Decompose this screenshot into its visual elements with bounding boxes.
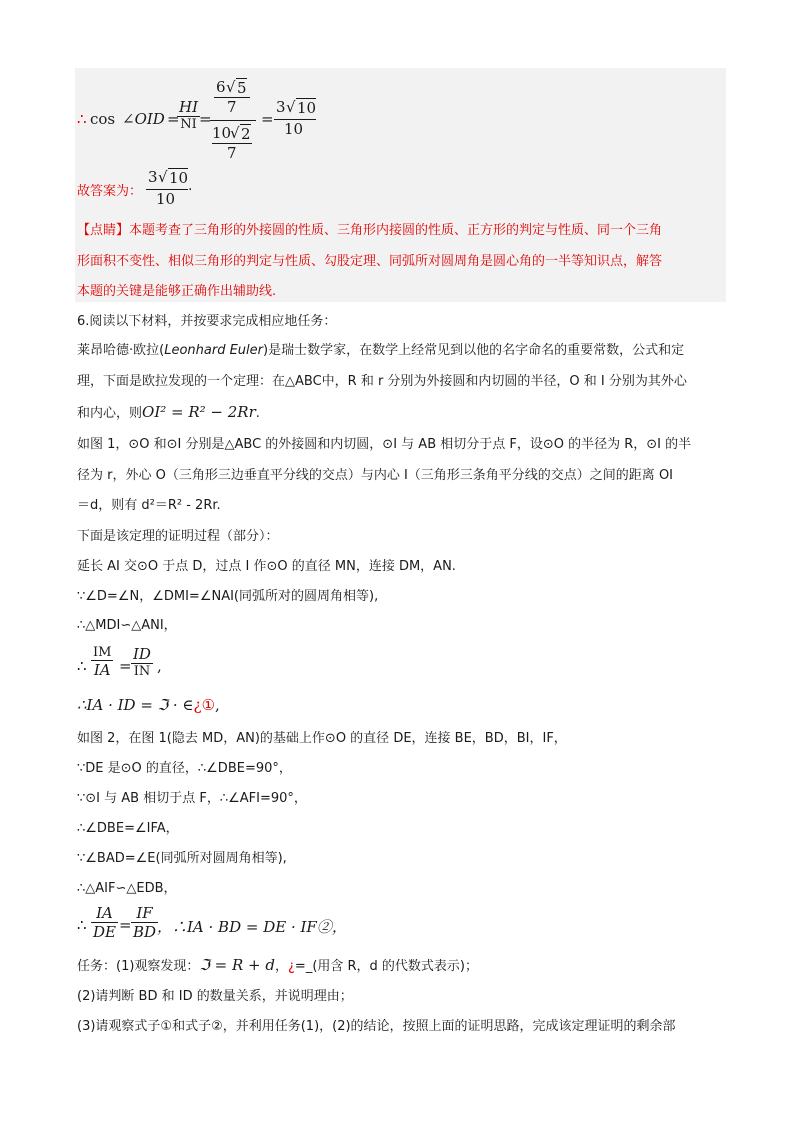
- sqrt-icon: √: [286, 98, 296, 116]
- comment-line-2: 形面积不变性、相似三角形的判定与性质、勾股定理、同弧所对圆周角是圆心角的一半等知识点，解答: [77, 254, 663, 269]
- fraction-numerator: IF: [136, 904, 153, 922]
- sqrt-icon: √: [226, 78, 236, 96]
- fraction-if-bd: [131, 904, 158, 941]
- figure2-line-2: ∵DE 是⊙O 的直径，∴∠DBE=90°，: [77, 761, 292, 776]
- fraction-denominator: NI: [177, 116, 200, 132]
- equals-1: =: [167, 110, 180, 128]
- comma: ，: [275, 959, 289, 974]
- main-bar: [210, 120, 256, 121]
- task-3: (3)请观察式子①和式子②，并利用任务(1)，(2)的结论，按照上面的证明思路，完成该定理证明的剩余部: [77, 1019, 676, 1034]
- task-1-blank: =_(用含 R，d 的代数式表示)；: [294, 959, 479, 974]
- numerator-radicand: 5: [237, 79, 247, 97]
- numerator-denominator: 7: [227, 98, 237, 116]
- euler-line-1: [77, 342, 684, 360]
- task-2: (2)请判断 BD 和 ID 的数量关系，并说明理由；: [77, 989, 353, 1004]
- cos-text: cos: [90, 110, 116, 128]
- euler-formula: OI² = R² − 2Rr: [142, 403, 256, 421]
- theorem-line-3: [77, 403, 260, 423]
- task-1: [77, 956, 478, 976]
- denominator-denominator: 7: [227, 144, 237, 162]
- comma: ,: [157, 657, 162, 675]
- angle-oid: ∠OID: [122, 110, 165, 128]
- result-denominator: 10: [284, 120, 304, 138]
- equals-sign: =: [119, 916, 132, 934]
- figure2-line-6: ∴△AIF∽△EDB，: [77, 881, 177, 896]
- proof-intro: 下面是该定理的证明过程（部分）：: [77, 529, 279, 544]
- theorem-text: 和内心，则: [77, 406, 143, 421]
- fraction-denominator: BD: [133, 923, 157, 941]
- circled-one: ①: [201, 696, 216, 714]
- euler-text-b: )是瑞士数学家，在数学上经常见到以他的名字命名的重要常数，公式和定: [263, 343, 685, 358]
- figure1-line-2: 径为 r，外心 O（三角形三边垂直平分线的交点）与内心 I（三角形三条角平分线的交点）之间的距离 OI: [77, 468, 674, 483]
- final-answer-label: 故答案为：: [77, 184, 143, 199]
- theorem-end: .: [255, 406, 260, 421]
- figure2-line-3: ∵⊙I 与 AB 相切于点 F，∴∠AFI=90°，: [77, 791, 307, 806]
- fraction-denominator: IA: [91, 660, 113, 679]
- unknown-symbol: ¿: [288, 959, 295, 974]
- task-1-text: 任务：(1)观察发现：: [77, 959, 200, 974]
- comment-tag: 【点睛】: [77, 223, 130, 238]
- comment-line-1: [77, 222, 662, 240]
- unknown-symbol: ¿: [193, 696, 202, 714]
- fraction-denominator: DE: [93, 923, 116, 941]
- product-text: ∴IA · ID = ℑ · ∈: [77, 696, 194, 714]
- product-equation-1: [77, 696, 220, 714]
- problem-intro: 6.阅读以下材料，并按要求完成相应地任务：: [77, 314, 337, 329]
- compound-fraction: [210, 76, 258, 164]
- proof-step-3: ∴△MDI∽△ANI，: [77, 618, 177, 633]
- fraction-id-in: [131, 645, 153, 679]
- fraction-numerator: HI: [179, 98, 199, 116]
- product-equation-2: ，∴IA · BD = DE · IF②，: [157, 918, 347, 936]
- final-answer-fraction: [146, 168, 193, 212]
- figure2-line-5: ∵∠BAD=∠E(同弧所对圆周角相等),: [77, 851, 287, 866]
- therefore-symbol: ∴: [77, 657, 87, 675]
- fraction-numerator: ID: [133, 645, 151, 663]
- equals-sign: =: [119, 657, 132, 675]
- proof-step-1: 延长 AI 交⊙O 于点 D，过点 I 作⊙O 的直径 MN，连接 DM，AN.: [77, 559, 456, 574]
- fraction-numerator: IA: [96, 904, 113, 922]
- comma: ,: [215, 696, 220, 714]
- hi-over-ni: [177, 98, 200, 132]
- figure2-line-4: ∴∠DBE=∠IFA，: [77, 821, 179, 836]
- final-coef: 3: [148, 168, 158, 186]
- sqrt-icon: √: [230, 124, 240, 142]
- therefore-symbol: ∴: [77, 916, 87, 934]
- comment-text-1: 本题考查了三角形的外接圆的性质、三角形内接圆的性质、正方形的判定与性质、同一个三角: [129, 223, 663, 238]
- numerator-coef: 6: [216, 78, 226, 96]
- equals-3: =: [261, 110, 274, 128]
- therefore-symbol: ∴: [77, 110, 87, 128]
- fraction-im-ia: [91, 645, 113, 679]
- denominator-coef: 10: [212, 124, 232, 142]
- result-fraction: [274, 98, 318, 142]
- comment-line-3: 本题的关键是能够正确作出辅助线.: [77, 284, 277, 299]
- result-radicand: 10: [297, 99, 317, 117]
- result-coef: 3: [276, 98, 286, 116]
- sqrt-icon: √: [158, 168, 168, 186]
- denominator-radicand: 2: [241, 125, 251, 143]
- euler-text-a: 莱昂哈德·欧拉(: [77, 343, 165, 358]
- figure1-line-3: ＝d，则有 d²＝R² - 2Rr.: [77, 498, 221, 513]
- figure2-line-1: 如图 2，在图 1(隐去 MD，AN)的基础上作⊙O 的直径 DE，连接 BE，BD，BI，IF，: [77, 731, 567, 746]
- fraction-denominator: IN: [131, 663, 153, 679]
- fraction-numerator: IM: [93, 645, 112, 660]
- proof-step-2: ∵∠D=∠N，∠DMI=∠NAI(同弧所对的圆周角相等),: [77, 589, 379, 604]
- fraction-ia-de: [91, 904, 118, 941]
- euler-name: Leonhard Euler: [164, 343, 263, 358]
- theorem-line-2: 理，下面是欧拉发现的一个定理：在△ABC中，R 和 r 分别为外接圆和内切圆的半径，O 和 I 分别为其外心: [77, 374, 687, 389]
- equals-2: =: [199, 110, 212, 128]
- task-1-formula: ℑ = R + d: [199, 956, 275, 974]
- final-dot: .: [188, 178, 193, 194]
- figure1-line-1: 如图 1，⊙O 和⊙I 分别是△ABC 的外接圆和内切圆，⊙I 与 AB 相切分于点 F，设⊙O 的半径为 R，⊙I 的半: [77, 437, 692, 452]
- final-radicand: 10: [169, 169, 189, 187]
- final-denominator: 10: [156, 190, 176, 208]
